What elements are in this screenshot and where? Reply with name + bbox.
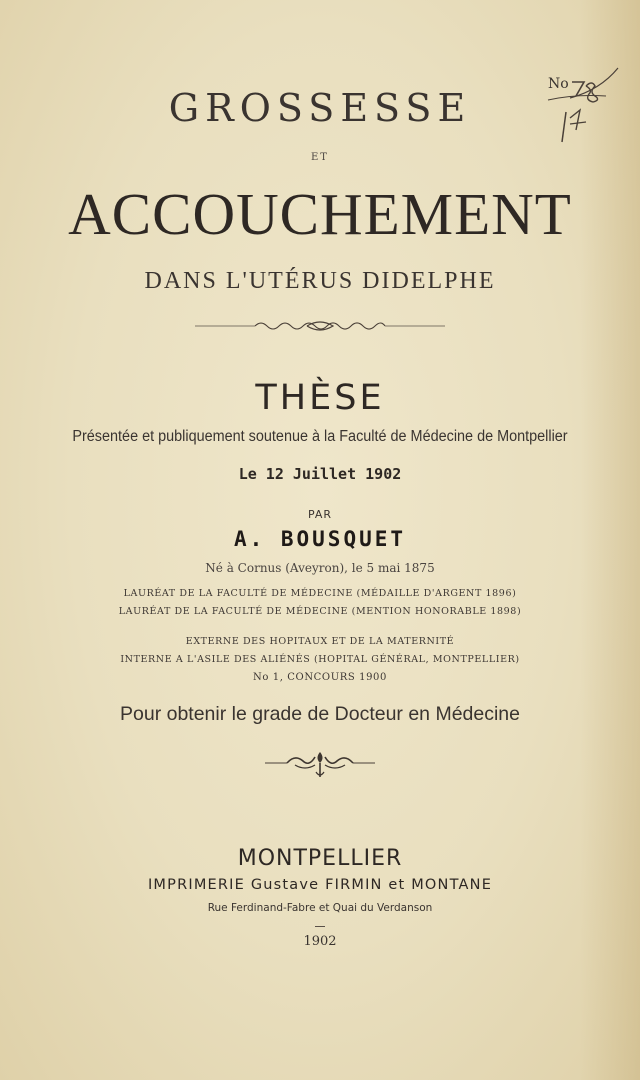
title-grossesse: GROSSESSE <box>168 86 472 130</box>
credential-line: LAURÉAT DE LA FACULTÉ DE MÉDECINE (MENTION HONORABLE 1898) <box>118 606 522 617</box>
accession-number-label: No <box>548 76 569 92</box>
ornamental-fleuron <box>0 750 640 784</box>
by-label: PAR <box>307 508 333 521</box>
defense-date: Le 12 Juillet 1902 <box>238 465 402 483</box>
credential-line: INTERNE A L'ASILE DES ALIÉNÉS (HOPITAL GÉNÉRAL, MONTPELLIER) <box>120 654 520 665</box>
author-birth: Né à Cornus (Aveyron), le 5 mai 1875 <box>205 561 435 575</box>
year-divider <box>315 926 325 927</box>
imprint-printer: IMPRIMERIE Gustave FIRMIN et MONTANE <box>147 877 493 893</box>
title-accouchement: ACCOUCHEMENT <box>68 181 572 247</box>
credential-line: LAURÉAT DE LA FACULTÉ DE MÉDECINE (MÉDAILLE D'ARGENT 1896) <box>123 588 517 599</box>
ornamental-rule-top <box>0 318 640 337</box>
title-dans-uterus-didelphe: DANS L'UTÉRUS DIDELPHE <box>144 268 496 294</box>
degree-purpose: Pour obtenir le grade de Docteur en Médecine <box>120 703 520 725</box>
author-name: A. BOUSQUET <box>233 527 407 551</box>
imprint-year: 1902 <box>303 934 337 949</box>
imprint-address: Rue Ferdinand-Fabre et Quai du Verdanson <box>207 902 433 914</box>
credential-line: No 1, CONCOURS 1900 <box>253 672 387 683</box>
these-heading: THÈSE <box>255 378 385 418</box>
imprint-city: MONTPELLIER <box>237 846 403 871</box>
title-et: ET <box>311 152 329 163</box>
defense-statement: Présentée et publiquement soutenue à la Faculté de Médecine de Montpellier <box>72 428 568 445</box>
credential-line: EXTERNE DES HOPITAUX ET DE LA MATERNITÉ <box>185 636 455 647</box>
